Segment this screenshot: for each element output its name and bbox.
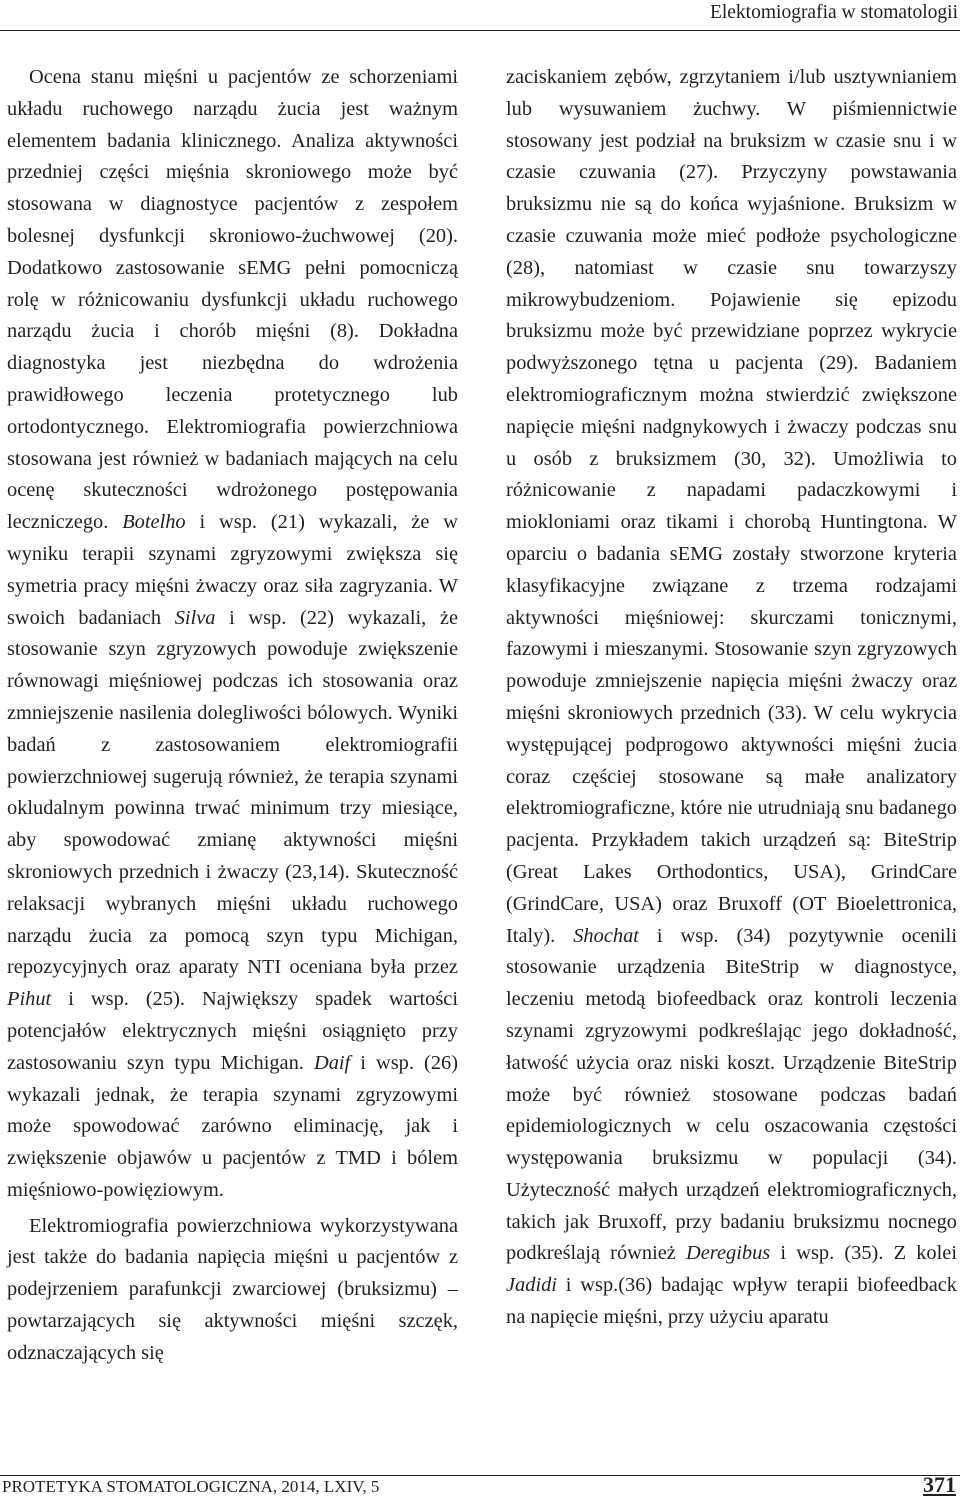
text-run: i wsp. (25). Największy spadek wartości potencjałów elektrycznych mięśni osiągnięto przy zastosowaniu szyn typu Michigan. bbox=[7, 988, 458, 1074]
right-paragraph-1 bbox=[506, 62, 957, 1334]
text-run: i wsp. (22) wykazali, że stosowanie szyn zgryzowych powoduje zwiększenie równowagi mięśniowej podczas ich stosowania oraz zmniejszenie nasilenia dolegliwości bólowych. Wyniki badań z zastosowaniem elektromiografii powierzchniowej sugerują również, że terapia szynami okludalnym powinna trwać minimum trzy miesiące, aby spowodować zmianę aktywności mięśni skroniowych przednich i żwaczy (23,14). Skuteczność relaksacji wybranych mięśni układu ruchowego narządu żucia za pomocą szyn typu Michigan, repozycyjnych oraz aparaty NTI oceniana była przez bbox=[7, 606, 458, 979]
left-paragraph-2 bbox=[7, 1211, 458, 1370]
running-header: Elektomiografia w stomatologii bbox=[709, 2, 958, 23]
author-name: Pihut bbox=[7, 988, 52, 1011]
author-name: Deregibus bbox=[686, 1242, 771, 1265]
author-name: Botelho bbox=[122, 511, 186, 534]
author-name: Shochat bbox=[573, 924, 639, 947]
author-name: Jadidi bbox=[506, 1274, 557, 1297]
text-run: i wsp. (21) wykazali, że w wyniku terapii szynami zgryzowymi zwiększa się symetria pracy mięśni żwaczy oraz siła zagryzania. W swoich badaniach bbox=[7, 511, 458, 629]
text-run: Ocena stanu mięśni u pacjentów ze schorzeniami układu ruchowego narządu żucia jest ważnym elementem badania klinicznego. Analiza aktywności przedniej części mięśnia skroniowego może być stosowana w diagnostyce pacjentów z zespołem bolesnej dysfunkcji skroniowo-żuchwowej (20). Dodatkowo zastosowanie sEMG pełni pomocniczą rolę w różnicowaniu dysfunkcji układu ruchowego narządu żucia i chorób mięśni (8). Dokładna diagnostyka jest niezbędna do wdrożenia prawidłowego leczenia protetycznego lub ortodontycznego. Elektromiografia powierzchniowa stosowana jest również w badaniach mających na celu ocenę skuteczności wdrożonego postępowania leczniczego. bbox=[7, 66, 458, 534]
left-column bbox=[7, 62, 458, 1370]
footer-rule bbox=[0, 1475, 960, 1476]
text-run: zaciskaniem zębów, zgrzytaniem i/lub usztywnianiem lub wysuwaniem żuchwy. W piśmiennictwie stosowany jest podział na bruksizm w czasie snu i w czasie czuwania (27). Przyczyny powstawania bruksizmu nie są do końca wyjaśnione. Bruksizm w czasie czuwania może mieć podłoże psychologiczne (28), natomiast w czasie snu towarzyszy mikrowybudzeniom. Pojawienie się epizodu bruksizmu może być przewidziane poprzez wykrycie podwyższonego tętna u pacjenta (29). Badaniem elektromiograficznym można stwierdzić zwiększone napięcie mięśni nadgnykowych i żwaczy podczas snu u osób z bruksizmem (30, 32). Umożliwia to różnicowanie z napadami padaczkowymi i miokloniami oraz tikami i chorobą Huntingtona. W oparciu o badania sEMG zostały stworzone kryteria klasyfikacyjne związane z trzema rodzajami aktywności mięśniowej: skurczami tonicznymi, fazowymi i mieszanymi. Stosowanie szyn zgryzowych powoduje zmniejszenie napięcia mięśni żwaczy oraz mięśni skroniowych przednich (33). W celu wykrycia występującej podprogowo aktywności mięśni żucia coraz częściej stosowane są małe analizatory elektromiograficzne, które nie utrudniają snu badanego pacjenta. Przykładem takich urządzeń są: BiteStrip (Great Lakes Orthodontics, USA), GrindCare (GrindCare, USA) oraz Bruxoff (OT Bioelettronica, Italy). bbox=[506, 66, 957, 947]
page-number: 371 bbox=[923, 1472, 956, 1497]
footer-journal-citation: PROTETYKA STOMATOLOGICZNA, 2014, LXIV, 5 bbox=[2, 1477, 380, 1496]
author-name: Silva bbox=[174, 606, 216, 629]
right-column bbox=[506, 62, 957, 1334]
header-rule bbox=[0, 30, 960, 31]
text-run: i wsp.(36) badając wpływ terapii biofeedback na napięcie mięśni, przy użyciu aparatu bbox=[506, 1274, 957, 1329]
text-run: i wsp. (35). Z kolei bbox=[770, 1242, 958, 1265]
text-run: Elektromiografia powierzchniowa wykorzystywana jest także do badania napięcia mięśni u pacjentów z podejrzeniem parafunkcji zwarciowej (bruksizmu) – powtarzających się aktywności mięśni szczęk, odznaczających się bbox=[7, 1214, 458, 1364]
text-run: i wsp. (34) pozytywnie ocenili stosowanie urządzenia BiteStrip w diagnostyce, leczeniu metodą biofeedback oraz kontroli leczenia szynami zgryzowymi podkreślając jego dokładność, łatwość użycia oraz niski koszt. Urządzenie BiteStrip może być również stosowane podczas badań epidemiologicznych w celu oszacowania częstości występowania bruksizmu w populacji (34). Użyteczność małych urządzeń elektromiograficznych, takich jak Bruxoff, przy badaniu bruksizmu nocnego podkreślają również bbox=[506, 924, 957, 1265]
author-name: Daif bbox=[313, 1051, 351, 1074]
text-run: i wsp. (26) wykazali jednak, że terapia szynami zgryzowymi może spowodować zarówno eliminację, jak i zwiększenie objawów u pacjentów z TMD i bólem mięśniowo-powięziowym. bbox=[7, 1051, 458, 1201]
left-paragraph-1 bbox=[7, 62, 458, 1207]
